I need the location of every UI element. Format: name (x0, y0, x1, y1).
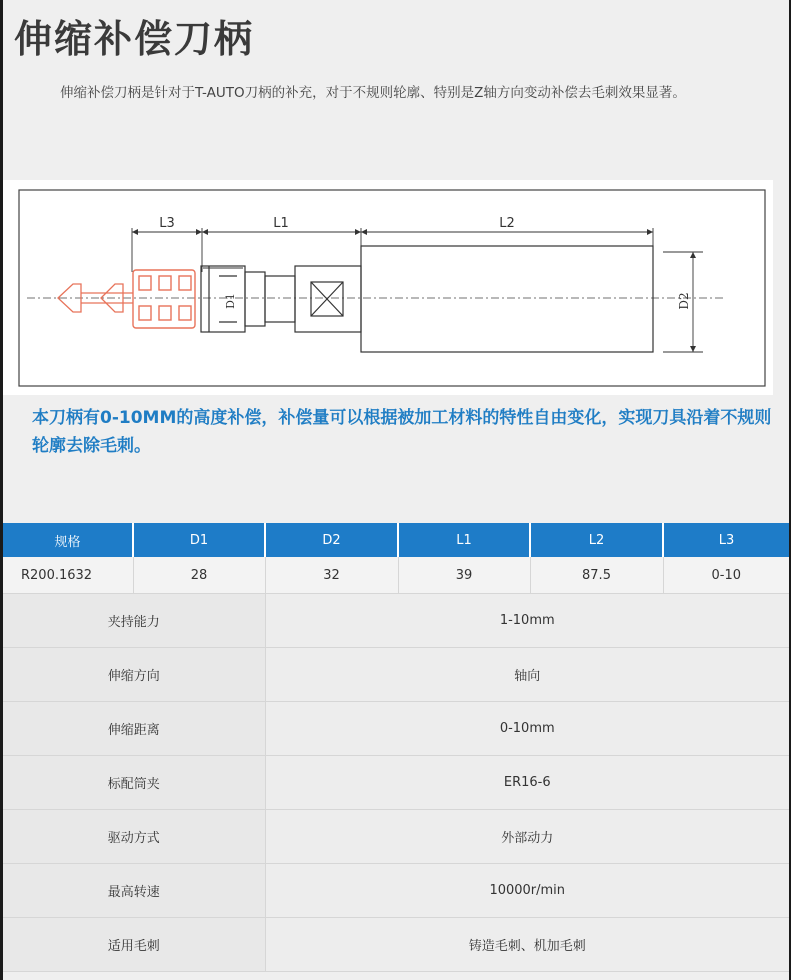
label-l3: L3 (159, 216, 175, 231)
value-l3: 0-10 (663, 557, 789, 594)
attr-value: ER16-6 (265, 756, 789, 810)
attr-label: 伸缩方向 (3, 648, 265, 702)
table-row (3, 810, 789, 864)
attr-label: 适用毛刺 (3, 918, 265, 972)
attr-label: 驱动方式 (3, 810, 265, 864)
value-l1: 39 (398, 557, 530, 594)
collet (133, 270, 195, 328)
table-row (3, 864, 789, 918)
spec-header-row (3, 523, 789, 557)
attr-value: 外部动力 (265, 810, 789, 864)
header-l2: L2 (530, 523, 663, 557)
dimension-lines (132, 228, 703, 352)
table-row (3, 648, 789, 702)
value-d1: 28 (133, 557, 265, 594)
table-row (3, 702, 789, 756)
label-d1: D1 (224, 293, 237, 309)
spec-values-row (3, 557, 789, 594)
label-d2: D2 (677, 292, 691, 310)
attr-value: 铸造毛刺、机加毛刺 (265, 918, 789, 972)
page-title: 伸缩补偿刀柄 (14, 17, 255, 61)
attr-value: 1-10mm (265, 594, 789, 648)
table-row (3, 594, 789, 648)
holder-body (201, 246, 653, 352)
attr-value: 10000r/min (265, 864, 789, 918)
header-d1: D1 (133, 523, 265, 557)
spec-table (3, 523, 789, 972)
feature-description: 本刀柄有0-10MM的高度补偿，补偿量可以根据被加工材料的特性自由变化，实现刀具沿着不规则轮廓去除毛刺。 (32, 408, 772, 456)
label-l2: L2 (499, 216, 515, 231)
attr-label: 伸缩距离 (3, 702, 265, 756)
value-spec: R200.1632 (3, 557, 133, 594)
tool-holder-diagram (3, 180, 773, 395)
attr-value: 轴向 (265, 648, 789, 702)
intro-paragraph: 伸缩补偿刀柄是针对于T-AUTO刀柄的补充，对于不规则轮廓、特别是Z轴方向变动补偿去毛刺效果显著。 (60, 85, 686, 101)
table-row (3, 918, 789, 972)
attr-value: 0-10mm (265, 702, 789, 756)
technical-drawing (3, 180, 773, 395)
value-l2: 87.5 (530, 557, 663, 594)
header-d2: D2 (265, 523, 398, 557)
attr-label: 夹持能力 (3, 594, 265, 648)
attr-label: 最高转速 (3, 864, 265, 918)
table-row (3, 756, 789, 810)
attr-label: 标配筒夹 (3, 756, 265, 810)
header-spec: 规格 (3, 523, 133, 557)
header-l3: L3 (663, 523, 789, 557)
value-d2: 32 (265, 557, 398, 594)
dimension-arrows (132, 229, 696, 352)
header-l1: L1 (398, 523, 530, 557)
label-l1: L1 (273, 216, 289, 231)
